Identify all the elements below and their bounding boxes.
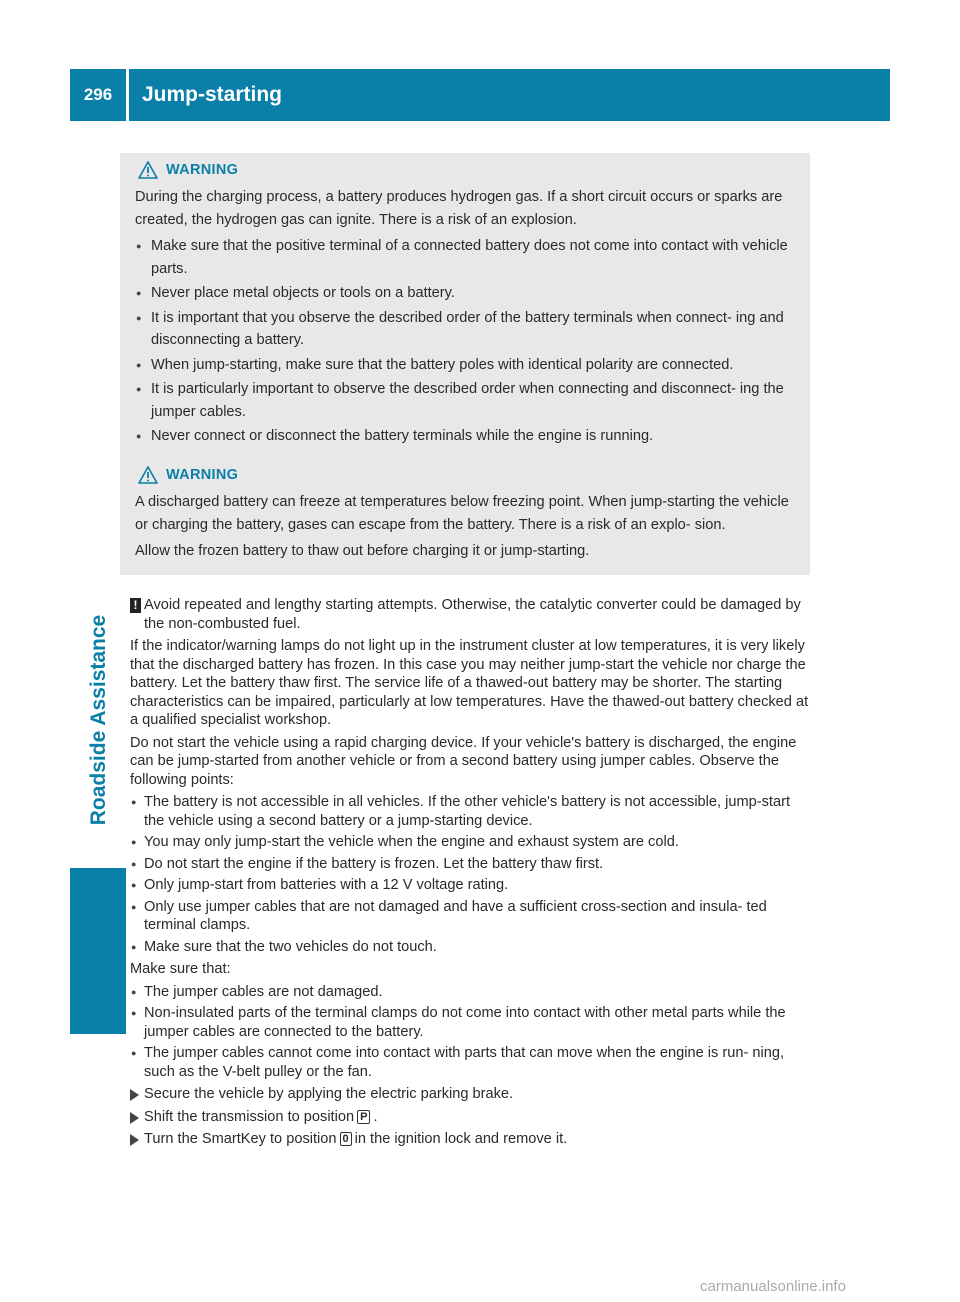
list-item: ● Non-insulated parts of the terminal clamps do not come into contact with other metal parts while the jumper cables are connected to the battery.: [130, 1004, 810, 1041]
warning-bullet: ● Never connect or disconnect the battery terminals while the engine is running.: [135, 425, 800, 448]
warning-bullet: ● When jump-starting, make sure that the battery poles with identical polarity are connected.: [135, 354, 800, 377]
warning-bullet: ● Never place metal objects or tools on a battery.: [135, 282, 800, 305]
step-arrow-icon: [130, 1112, 139, 1124]
step-arrow-icon: [130, 1134, 139, 1146]
make-sure-label: Make sure that:: [130, 961, 231, 977]
warning-header: [138, 158, 800, 182]
step-text-suffix: in the ignition lock and remove it.: [354, 1131, 568, 1147]
warning-header: [138, 463, 800, 487]
step-arrow-icon: [130, 1089, 139, 1101]
warning-box-frozen-battery: [120, 458, 810, 575]
position-0-key-icon: 0: [340, 1132, 352, 1146]
warning-text: Allow the frozen battery to thaw out before charging it or jump-starting.: [135, 543, 590, 559]
points-list: [130, 793, 810, 956]
list-item: ● Do not start the engine if the battery is frozen. Let the battery thaw first.: [130, 855, 810, 874]
step-text: Turn the SmartKey to position: [144, 1131, 337, 1147]
page-number: 296: [83, 85, 113, 104]
warning-text: A discharged battery can freeze at temperatures below freezing point. When jump-starting the vehicle or charging the battery, gases can escape from the battery. There is a risk of an explo- sion.: [135, 494, 789, 533]
list-item: ● Only jump-start from batteries with a 12 V voltage rating.: [130, 876, 810, 895]
list-item: ● The jumper cables are not damaged.: [130, 983, 810, 1002]
step-text-suffix: .: [373, 1108, 378, 1125]
list-item: ● The battery is not accessible in all vehicles. If the other vehicle's battery is not accessible, jump-start the vehicle using a second battery or a jump-starting device.: [130, 793, 810, 830]
list-item: ● The jumper cables cannot come into contact with parts that can move when the engine is run- ning, such as the V-belt pulley or the fan.: [130, 1044, 810, 1081]
caution-note: [130, 596, 810, 633]
step-text: Shift the transmission to position: [144, 1108, 355, 1125]
header-divider: [126, 69, 129, 121]
list-item: ● You may only jump-start the vehicle when the engine and exhaust system are cold.: [130, 833, 810, 852]
side-tab-marker: [70, 868, 126, 1034]
exclamation-icon: !: [130, 598, 141, 613]
section-title: Jump-starting: [142, 83, 283, 106]
paragraph: If the indicator/warning lamps do not light up in the instrument cluster at low temperatures, it is very likely that the discharged battery has frozen. In this case you may neither jump-start the vehicle nor charge the battery. Let the battery thaw first. The service life of a thawed-out battery may be shorter. The starting characteristics can be impaired, particularly at low temperatures. Have the thawed-out battery checked at a qualified specialist workshop.: [130, 638, 809, 728]
watermark: carmanualsonline.info: [700, 1278, 846, 1295]
warning-triangle-icon: [138, 161, 158, 179]
list-item: ● Only use jumper cables that are not damaged and have a sufficient cross-section and insula- ted terminal clamps.: [130, 898, 810, 935]
main-content: [130, 596, 810, 1153]
paragraph: Do not start the vehicle using a rapid charging device. If your vehicle's battery is discharged, the engine can be jump-started from another vehicle or from a second battery using jumper cables. Observe the following points:: [130, 734, 797, 788]
step-item: [130, 1130, 810, 1149]
step-item: [130, 1085, 810, 1104]
list-item: ● Make sure that the two vehicles do not touch.: [130, 938, 810, 957]
warning-title: WARNING: [166, 466, 239, 483]
warning-text: During the charging process, a battery produces hydrogen gas. If a short circuit occurs or sparks are created, the hydrogen gas can ignite. There is a risk of an explosion.: [135, 189, 783, 228]
warning-bullet: ● Make sure that the positive terminal of a connected battery does not come into contact with vehicle parts.: [135, 235, 800, 280]
warning-title: WARNING: [166, 161, 239, 178]
caution-note-text: Avoid repeated and lengthy starting attempts. Otherwise, the catalytic converter could be damaged by the non-combusted fuel.: [144, 597, 801, 632]
warning-triangle-icon: [138, 466, 158, 484]
warning-bullet: ● It is important that you observe the described order of the battery terminals when connect- ing and disconnecting a battery.: [135, 307, 800, 352]
step-item: [130, 1108, 810, 1127]
step-text: Secure the vehicle by applying the electric parking brake.: [144, 1086, 514, 1102]
position-p-key-icon: P: [357, 1110, 370, 1124]
side-label-text: Roadside Assistance: [87, 614, 110, 826]
warning-bullet-list: [135, 235, 800, 448]
make-sure-list: [130, 983, 810, 1082]
page-header: [70, 69, 890, 121]
warning-box-hydrogen: [120, 153, 810, 460]
warning-bullet: ● It is particularly important to observe the described order when connecting and disconnect- ing the jumper cables.: [135, 378, 800, 423]
